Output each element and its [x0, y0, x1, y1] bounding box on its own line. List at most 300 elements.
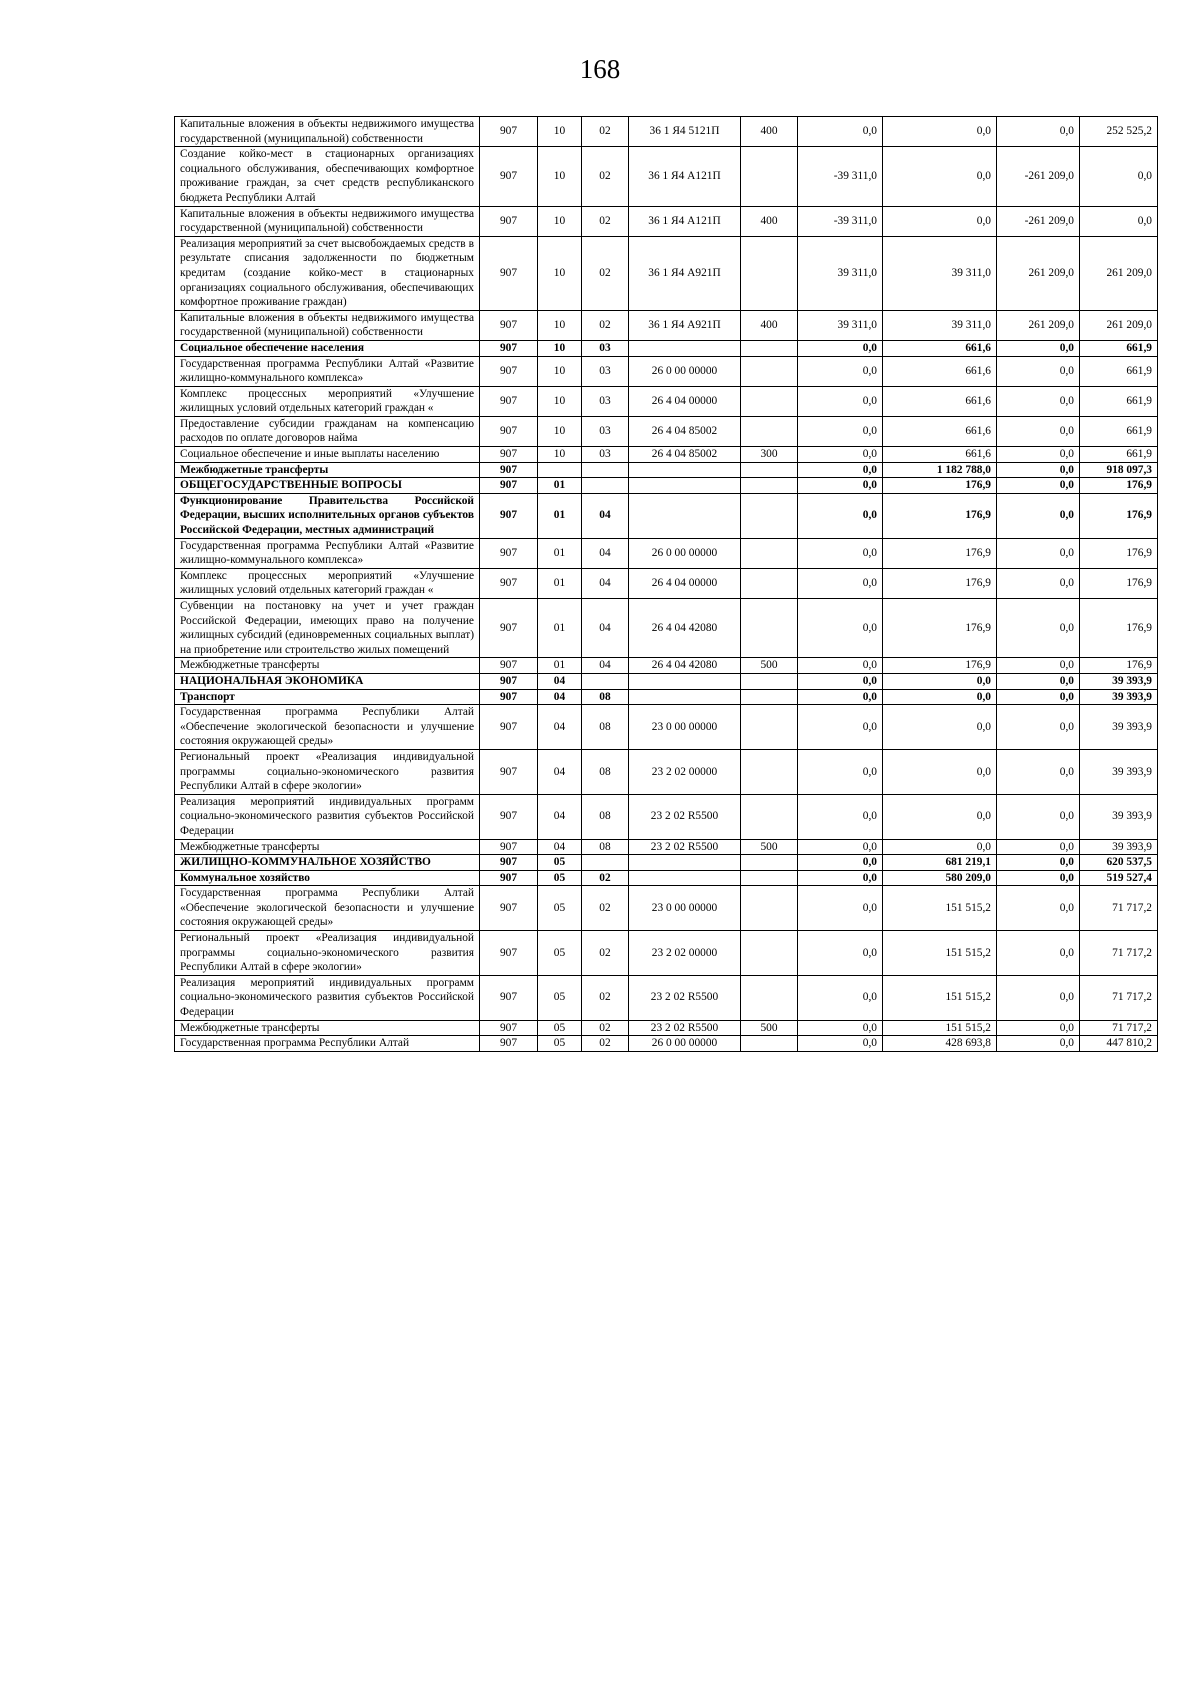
amount-3: 0,0 [997, 931, 1080, 976]
expense-type [741, 236, 798, 310]
section-code: 10 [538, 356, 582, 386]
target-article: 36 1 Я4 А121П [629, 147, 741, 206]
amount-2: 39 311,0 [883, 310, 997, 340]
table-row [175, 416, 1158, 446]
amount-3: 0,0 [997, 568, 1080, 598]
table-row [175, 870, 1158, 886]
subsection-code [582, 855, 629, 871]
amount-4: 661,9 [1080, 386, 1158, 416]
section-code: 04 [538, 689, 582, 705]
row-name: Социальное обеспечение и иные выплаты населению [175, 447, 480, 463]
row-name: Коммунальное хозяйство [175, 870, 480, 886]
amount-1: 0,0 [798, 855, 883, 871]
section-code: 05 [538, 931, 582, 976]
expense-type [741, 386, 798, 416]
ministry-code: 907 [480, 236, 538, 310]
table-row [175, 447, 1158, 463]
row-name: Капитальные вложения в объекты недвижимого имущества государственной (муниципальной) собственности [175, 310, 480, 340]
row-name: Межбюджетные трансферты [175, 839, 480, 855]
ministry-code: 907 [480, 975, 538, 1020]
row-name: Реализация мероприятий индивидуальных программ социально-экономического развития субъектов Российской Федерации [175, 794, 480, 839]
table-row [175, 886, 1158, 931]
expense-type [741, 599, 798, 658]
amount-4: 620 537,5 [1080, 855, 1158, 871]
row-name: Межбюджетные трансферты [175, 658, 480, 674]
target-article [629, 870, 741, 886]
ministry-code: 907 [480, 206, 538, 236]
amount-4: 661,9 [1080, 340, 1158, 356]
target-article: 26 4 04 42080 [629, 599, 741, 658]
ministry-code: 907 [480, 416, 538, 446]
subsection-code [582, 478, 629, 494]
amount-4: 918 097,3 [1080, 462, 1158, 478]
ministry-code: 907 [480, 658, 538, 674]
section-code: 04 [538, 673, 582, 689]
amount-4: 176,9 [1080, 538, 1158, 568]
row-name: Создание койко-мест в стационарных организациях социального обслуживания, обеспечивающих комфортное проживание граждан, за счет средств республиканского бюджета Республики Алтай [175, 147, 480, 206]
expense-type [741, 356, 798, 386]
row-name: Социальное обеспечение населения [175, 340, 480, 356]
target-article: 23 2 02 R5500 [629, 975, 741, 1020]
amount-1: -39 311,0 [798, 147, 883, 206]
subsection-code: 08 [582, 705, 629, 750]
ministry-code: 907 [480, 839, 538, 855]
amount-4: 176,9 [1080, 658, 1158, 674]
section-code: 01 [538, 658, 582, 674]
amount-4: 39 393,9 [1080, 705, 1158, 750]
target-article: 23 2 02 00000 [629, 931, 741, 976]
table-row [175, 658, 1158, 674]
amount-2: 0,0 [883, 673, 997, 689]
amount-2: 0,0 [883, 794, 997, 839]
ministry-code: 907 [480, 117, 538, 147]
section-code: 01 [538, 538, 582, 568]
ministry-code: 907 [480, 447, 538, 463]
target-article: 26 4 04 00000 [629, 386, 741, 416]
amount-2: 176,9 [883, 538, 997, 568]
table-row [175, 794, 1158, 839]
ministry-code: 907 [480, 310, 538, 340]
section-code: 05 [538, 855, 582, 871]
amount-1: 0,0 [798, 493, 883, 538]
amount-4: 39 393,9 [1080, 794, 1158, 839]
amount-3: 0,0 [997, 705, 1080, 750]
amount-3: 0,0 [997, 386, 1080, 416]
amount-3: 0,0 [997, 1020, 1080, 1036]
amount-2: 176,9 [883, 478, 997, 494]
section-code: 10 [538, 416, 582, 446]
amount-3: 0,0 [997, 658, 1080, 674]
row-name: Межбюджетные трансферты [175, 1020, 480, 1036]
amount-4: 0,0 [1080, 147, 1158, 206]
table-row [175, 855, 1158, 871]
amount-1: 0,0 [798, 416, 883, 446]
expense-type [741, 705, 798, 750]
amount-4: 71 717,2 [1080, 975, 1158, 1020]
subsection-code: 02 [582, 310, 629, 340]
expense-type [741, 794, 798, 839]
amount-3: -261 209,0 [997, 147, 1080, 206]
row-name: Реализация мероприятий индивидуальных программ социально-экономического развития субъектов Российской Федерации [175, 975, 480, 1020]
ministry-code: 907 [480, 855, 538, 871]
table-row [175, 975, 1158, 1020]
amount-1: 0,0 [798, 870, 883, 886]
expense-type [741, 886, 798, 931]
amount-3: -261 209,0 [997, 206, 1080, 236]
ministry-code: 907 [480, 1036, 538, 1052]
amount-3: 0,0 [997, 599, 1080, 658]
row-name: НАЦИОНАЛЬНАЯ ЭКОНОМИКА [175, 673, 480, 689]
expense-type: 500 [741, 1020, 798, 1036]
section-code: 04 [538, 749, 582, 794]
subsection-code: 03 [582, 340, 629, 356]
amount-2: 176,9 [883, 568, 997, 598]
amount-1: 0,0 [798, 117, 883, 147]
amount-4: 71 717,2 [1080, 886, 1158, 931]
amount-4: 447 810,2 [1080, 1036, 1158, 1052]
amount-1: 0,0 [798, 705, 883, 750]
ministry-code: 907 [480, 493, 538, 538]
section-code: 01 [538, 493, 582, 538]
table-row [175, 749, 1158, 794]
table-row [175, 493, 1158, 538]
amount-2: 0,0 [883, 749, 997, 794]
table-row [175, 236, 1158, 310]
ministry-code: 907 [480, 478, 538, 494]
amount-4: 661,9 [1080, 416, 1158, 446]
table-row [175, 310, 1158, 340]
row-name: Капитальные вложения в объекты недвижимого имущества государственной (муниципальной) собственности [175, 206, 480, 236]
row-name: Государственная программа Республики Алтай [175, 1036, 480, 1052]
amount-3: 0,0 [997, 975, 1080, 1020]
amount-2: 151 515,2 [883, 975, 997, 1020]
amount-1: 0,0 [798, 886, 883, 931]
subsection-code: 02 [582, 206, 629, 236]
section-code: 01 [538, 478, 582, 494]
amount-1: 0,0 [798, 1020, 883, 1036]
expense-type [741, 749, 798, 794]
page-number: 168 [579, 54, 621, 84]
expense-type [741, 462, 798, 478]
amount-1: 0,0 [798, 386, 883, 416]
row-name: Государственная программа Республики Алтай «Обеспечение экологической безопасности и улучшение состояния окружающей среды» [175, 886, 480, 931]
amount-4: 176,9 [1080, 493, 1158, 538]
table-row [175, 117, 1158, 147]
amount-4: 71 717,2 [1080, 931, 1158, 976]
amount-3: 0,0 [997, 462, 1080, 478]
amount-4: 39 393,9 [1080, 689, 1158, 705]
amount-1: 0,0 [798, 599, 883, 658]
row-name: ЖИЛИЩНО-КОММУНАЛЬНОЕ ХОЗЯЙСТВО [175, 855, 480, 871]
amount-2: 661,6 [883, 416, 997, 446]
ministry-code: 907 [480, 705, 538, 750]
table-row [175, 147, 1158, 206]
target-article: 23 2 02 00000 [629, 749, 741, 794]
amount-3: 0,0 [997, 356, 1080, 386]
ministry-code: 907 [480, 749, 538, 794]
amount-3: 0,0 [997, 870, 1080, 886]
ministry-code: 907 [480, 340, 538, 356]
subsection-code: 04 [582, 599, 629, 658]
expense-type: 400 [741, 310, 798, 340]
amount-3: 0,0 [997, 839, 1080, 855]
ministry-code: 907 [480, 462, 538, 478]
table-row [175, 340, 1158, 356]
row-name: Региональный проект «Реализация индивидуальной программы социально-экономического развития Республики Алтай в сфере экологии» [175, 931, 480, 976]
amount-3: 0,0 [997, 673, 1080, 689]
subsection-code: 04 [582, 658, 629, 674]
amount-2: 0,0 [883, 839, 997, 855]
target-article: 23 2 02 R5500 [629, 794, 741, 839]
amount-2: 681 219,1 [883, 855, 997, 871]
target-article: 26 4 04 85002 [629, 416, 741, 446]
subsection-code: 02 [582, 147, 629, 206]
subsection-code: 02 [582, 870, 629, 886]
subsection-code: 08 [582, 794, 629, 839]
row-name: Межбюджетные трансферты [175, 462, 480, 478]
amount-2: 0,0 [883, 147, 997, 206]
expense-type [741, 975, 798, 1020]
subsection-code: 03 [582, 386, 629, 416]
subsection-code: 08 [582, 839, 629, 855]
amount-1: 0,0 [798, 749, 883, 794]
ministry-code: 907 [480, 689, 538, 705]
amount-4: 39 393,9 [1080, 839, 1158, 855]
section-code: 10 [538, 386, 582, 416]
row-name: Реализация мероприятий за счет высвобождаемых средств в результате списания задолженности по бюджетным кредитам (создание койко-мест в стационарных организациях социального обслуживания, обеспечивающих комфортное проживание граждан) [175, 236, 480, 310]
section-code: 05 [538, 975, 582, 1020]
section-code: 10 [538, 340, 582, 356]
expense-type: 400 [741, 117, 798, 147]
subsection-code: 02 [582, 236, 629, 310]
section-code: 10 [538, 206, 582, 236]
amount-3: 0,0 [997, 447, 1080, 463]
row-name: Региональный проект «Реализация индивидуальной программы социально-экономического развития Республики Алтай в сфере экологии» [175, 749, 480, 794]
amount-4: 39 393,9 [1080, 673, 1158, 689]
amount-3: 0,0 [997, 340, 1080, 356]
target-article: 36 1 Я4 5121П [629, 117, 741, 147]
expense-type [741, 1036, 798, 1052]
table-body [175, 117, 1158, 1052]
subsection-code: 04 [582, 538, 629, 568]
ministry-code: 907 [480, 599, 538, 658]
table-row [175, 478, 1158, 494]
section-code: 10 [538, 147, 582, 206]
expense-type [741, 478, 798, 494]
table-row [175, 206, 1158, 236]
subsection-code: 03 [582, 416, 629, 446]
amount-1: 0,0 [798, 839, 883, 855]
amount-3: 0,0 [997, 538, 1080, 568]
amount-3: 261 209,0 [997, 310, 1080, 340]
ministry-code: 907 [480, 794, 538, 839]
expense-type [741, 931, 798, 976]
target-article: 23 0 00 00000 [629, 886, 741, 931]
expense-type [741, 416, 798, 446]
subsection-code: 04 [582, 568, 629, 598]
subsection-code: 02 [582, 931, 629, 976]
amount-3: 0,0 [997, 117, 1080, 147]
amount-1: 39 311,0 [798, 236, 883, 310]
target-article [629, 493, 741, 538]
row-name: Комплекс процессных мероприятий «Улучшение жилищных условий отдельных категорий граждан « [175, 386, 480, 416]
target-article [629, 673, 741, 689]
expense-type: 500 [741, 658, 798, 674]
amount-3: 0,0 [997, 794, 1080, 839]
section-code: 10 [538, 236, 582, 310]
ministry-code: 907 [480, 931, 538, 976]
amount-2: 661,6 [883, 386, 997, 416]
amount-2: 661,6 [883, 447, 997, 463]
amount-1: 0,0 [798, 340, 883, 356]
ministry-code: 907 [480, 1020, 538, 1036]
amount-2: 151 515,2 [883, 886, 997, 931]
amount-4: 39 393,9 [1080, 749, 1158, 794]
target-article: 26 4 04 00000 [629, 568, 741, 598]
amount-2: 176,9 [883, 493, 997, 538]
section-code [538, 462, 582, 478]
ministry-code: 907 [480, 886, 538, 931]
amount-2: 0,0 [883, 705, 997, 750]
amount-2: 151 515,2 [883, 1020, 997, 1036]
section-code: 10 [538, 310, 582, 340]
section-code: 04 [538, 794, 582, 839]
row-name: Государственная программа Республики Алтай «Развитие жилищно-коммунального комплекса» [175, 356, 480, 386]
amount-1: 0,0 [798, 658, 883, 674]
table-row [175, 1036, 1158, 1052]
table-row [175, 356, 1158, 386]
row-name: Комплекс процессных мероприятий «Улучшение жилищных условий отдельных категорий граждан « [175, 568, 480, 598]
subsection-code: 03 [582, 447, 629, 463]
row-name: Государственная программа Республики Алтай «Развитие жилищно-коммунального комплекса» [175, 538, 480, 568]
row-name: Предоставление субсидии гражданам на компенсацию расходов по оплате договоров найма [175, 416, 480, 446]
amount-3: 0,0 [997, 855, 1080, 871]
amount-2: 0,0 [883, 117, 997, 147]
ministry-code: 907 [480, 673, 538, 689]
section-code: 05 [538, 886, 582, 931]
section-code: 04 [538, 705, 582, 750]
table-row [175, 1020, 1158, 1036]
amount-3: 0,0 [997, 478, 1080, 494]
expense-type [741, 340, 798, 356]
amount-4: 661,9 [1080, 356, 1158, 386]
table-row [175, 689, 1158, 705]
section-code: 04 [538, 839, 582, 855]
amount-1: 0,0 [798, 538, 883, 568]
subsection-code: 04 [582, 493, 629, 538]
amount-2: 151 515,2 [883, 931, 997, 976]
amount-2: 1 182 788,0 [883, 462, 997, 478]
subsection-code [582, 462, 629, 478]
amount-2: 176,9 [883, 599, 997, 658]
row-name: Государственная программа Республики Алтай «Обеспечение экологической безопасности и улучшение состояния окружающей среды» [175, 705, 480, 750]
amount-4: 0,0 [1080, 206, 1158, 236]
target-article [629, 462, 741, 478]
amount-2: 428 693,8 [883, 1036, 997, 1052]
expense-type: 400 [741, 206, 798, 236]
subsection-code [582, 673, 629, 689]
amount-1: 0,0 [798, 673, 883, 689]
expense-type [741, 568, 798, 598]
amount-3: 0,0 [997, 493, 1080, 538]
expense-type [741, 689, 798, 705]
target-article [629, 478, 741, 494]
budget-table [174, 116, 1158, 1052]
amount-4: 71 717,2 [1080, 1020, 1158, 1036]
ministry-code: 907 [480, 870, 538, 886]
target-article [629, 855, 741, 871]
row-name: Функционирование Правительства Российской Федерации, высших исполнительных органов субъектов Российской Федерации, местных администраций [175, 493, 480, 538]
subsection-code: 02 [582, 886, 629, 931]
subsection-code: 02 [582, 1020, 629, 1036]
amount-1: 0,0 [798, 931, 883, 976]
subsection-code: 08 [582, 689, 629, 705]
section-code: 10 [538, 447, 582, 463]
subsection-code: 03 [582, 356, 629, 386]
amount-1: 0,0 [798, 975, 883, 1020]
expense-type [741, 538, 798, 568]
ministry-code: 907 [480, 538, 538, 568]
amount-3: 0,0 [997, 886, 1080, 931]
section-code: 01 [538, 599, 582, 658]
ministry-code: 907 [480, 386, 538, 416]
amount-2: 0,0 [883, 689, 997, 705]
section-code: 01 [538, 568, 582, 598]
target-article: 36 1 Я4 А121П [629, 206, 741, 236]
expense-type [741, 870, 798, 886]
expense-type [741, 147, 798, 206]
table-row [175, 386, 1158, 416]
amount-4: 252 525,2 [1080, 117, 1158, 147]
subsection-code: 02 [582, 975, 629, 1020]
row-name: ОБЩЕГОСУДАРСТВЕННЫЕ ВОПРОСЫ [175, 478, 480, 494]
amount-1: 0,0 [798, 794, 883, 839]
amount-1: 0,0 [798, 689, 883, 705]
subsection-code: 02 [582, 117, 629, 147]
amount-1: 0,0 [798, 447, 883, 463]
amount-3: 0,0 [997, 416, 1080, 446]
table-row [175, 705, 1158, 750]
amount-4: 261 209,0 [1080, 236, 1158, 310]
ministry-code: 907 [480, 356, 538, 386]
ministry-code: 907 [480, 568, 538, 598]
amount-2: 0,0 [883, 206, 997, 236]
row-name: Транспорт [175, 689, 480, 705]
target-article [629, 340, 741, 356]
amount-3: 0,0 [997, 1036, 1080, 1052]
amount-2: 580 209,0 [883, 870, 997, 886]
ministry-code: 907 [480, 147, 538, 206]
expense-type: 300 [741, 447, 798, 463]
expense-type: 500 [741, 839, 798, 855]
amount-3: 261 209,0 [997, 236, 1080, 310]
amount-4: 519 527,4 [1080, 870, 1158, 886]
amount-2: 661,6 [883, 356, 997, 386]
row-name: Капитальные вложения в объекты недвижимого имущества государственной (муниципальной) собственности [175, 117, 480, 147]
amount-4: 661,9 [1080, 447, 1158, 463]
table-row [175, 568, 1158, 598]
amount-2: 176,9 [883, 658, 997, 674]
amount-3: 0,0 [997, 689, 1080, 705]
expense-type [741, 493, 798, 538]
section-code: 10 [538, 117, 582, 147]
section-code: 05 [538, 870, 582, 886]
target-article: 26 0 00 00000 [629, 1036, 741, 1052]
subsection-code: 02 [582, 1036, 629, 1052]
amount-1: 0,0 [798, 478, 883, 494]
target-article: 36 1 Я4 А921П [629, 236, 741, 310]
target-article: 36 1 Я4 А921П [629, 310, 741, 340]
